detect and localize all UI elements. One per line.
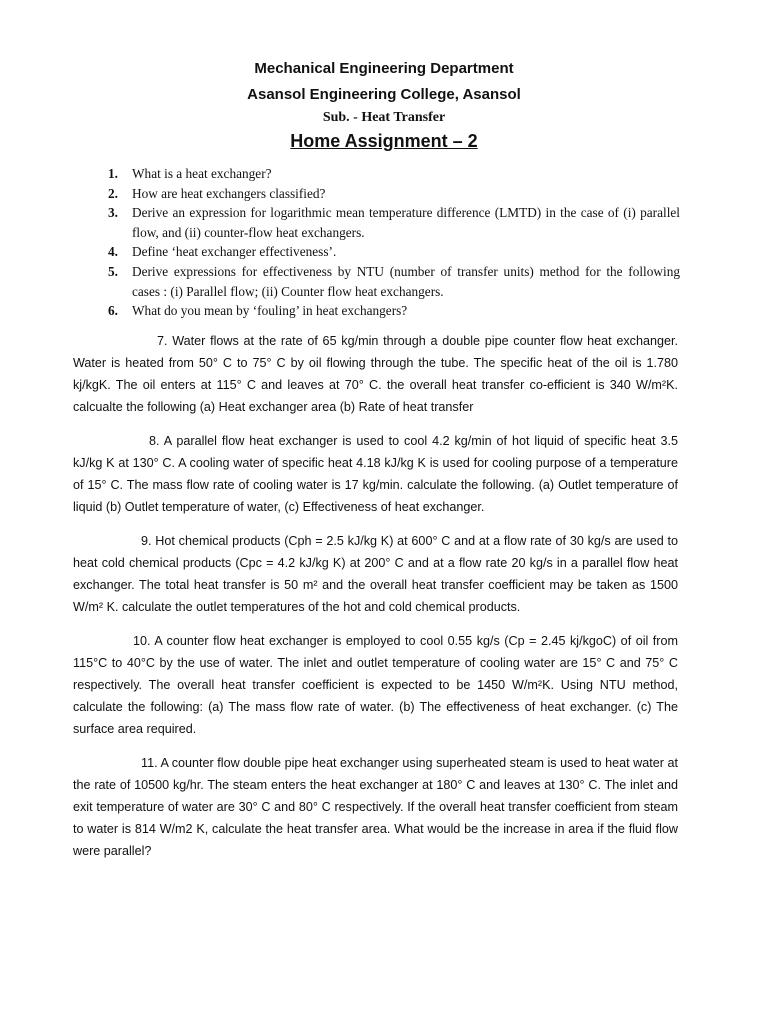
problem-number: 10. [133,634,151,648]
question-text: Define ‘heat exchanger effectiveness’. [132,244,337,260]
department-heading: Mechanical Engineering Department [254,60,514,77]
problem-number: 9. [141,534,152,548]
question-number: 4. [108,244,118,260]
question-item [108,184,680,204]
question-number: 6. [108,303,118,319]
question-text: Derive expressions for effectiveness by NTU (number of transfer units) method for the following cases : (i) Parallel flow; (ii) Counter flow heat exchangers. [132,263,680,299]
question-item [108,262,680,301]
college-heading: Asansol Engineering College, Asansol [247,86,521,103]
question-text: Derive an expression for logarithmic mean temperature difference (LMTD) in the case of (i) parallel flow, and (ii) counter-flow heat exchangers. [132,205,680,240]
problem-text: Water flows at the rate of 65 kg/min through a double pipe counter flow heat exchanger. Water is heated from 50° C to 75° C by oil flowing through the tube. The specific heat of the oil is 1.780 kj/kgK. The oil enters at 115° C and leaves at 70° C. the overall heat transfer co-efficient is 340 W/m²K. calcualte the following (a) Heat exchanger area (b) Rate of heat transfer [73,334,678,414]
question-number: 1. [108,166,118,181]
question-text: What do you mean by ‘fouling’ in heat exchangers? [132,303,408,319]
question-item [108,242,680,262]
problem-paragraph [73,530,678,618]
subject-heading: Sub. - Heat Transfer [322,110,446,125]
problem-text: A parallel flow heat exchanger is used to cool 4.2 kg/min of hot liquid of specific heat 3.5 kJ/kg K at 130° C. A cooling water of specific heat 4.18 kJ/kg K is used for cooling purpose of a temperature of 15° C. The mass flow rate of cooling water is 17 kg/min. calculate the following. (a) Outlet temperature of liquid (b) Outlet temperature of water, (c) Effectiveness of heat exchanger. [73,434,678,514]
problem-number: 7. [157,334,168,348]
problem-paragraph [73,752,678,862]
question-item [108,164,680,184]
question-item [108,203,680,242]
problem-paragraph [73,630,678,740]
question-number: 2. [108,185,118,201]
theory-question-list [108,164,680,321]
problem-paragraph [73,330,678,418]
question-text: How are heat exchangers classified? [132,185,326,201]
question-item [108,301,680,321]
question-number: 5. [108,263,118,279]
problem-number: 8. [149,434,160,448]
assignment-title: Home Assignment – 2 [290,131,478,151]
question-text: What is a heat exchanger? [132,166,272,181]
question-number: 3. [108,205,118,221]
problem-text: Hot chemical products (Cph = 2.5 kJ/kg K) at 600° C and at a flow rate of 30 kg/s are used to heat cold chemical products (Cpc = 4.2 kJ/kg K) at 200° C and at a flow rate 20 kg/s in a parallel flow heat exchanger. The total heat transfer is 50 m² and the overall heat transfer coefficient may be taken as 1500 W/m² K. calculate the outlet temperatures of the hot and cold chemical products. [73,534,679,614]
problem-paragraph [73,430,678,518]
problem-text: A counter flow double pipe heat exchanger using superheated steam is used to heat water at the rate of 10500 kg/hr. The steam enters the heat exchanger at 180° C and leaves at 130° C. The inlet and exit temperature of water are 30° C and 80° C respectively. If the overall heat transfer coefficient from steam to water is 814 W/m2 K, calculate the heat transfer area. What would be the increase in area if the fluid flow were parallel? [73,756,678,858]
numerical-problem-list [73,330,678,874]
problem-text: A counter flow heat exchanger is employed to cool 0.55 kg/s (Cp = 2.45 kj/kgoC) of oil from 115°C to 40°C by the use of water. The inlet and outlet temperature of cooling water are 15° C and 75° C respectively. The overall heat transfer coefficient is expected to be 1450 W/m²K. Using NTU method, calculate the following: (a) The mass flow rate of water. (b) The effectiveness of heat exchanger. (c) The surface area required. [73,634,678,736]
problem-number: 11. [141,756,158,770]
